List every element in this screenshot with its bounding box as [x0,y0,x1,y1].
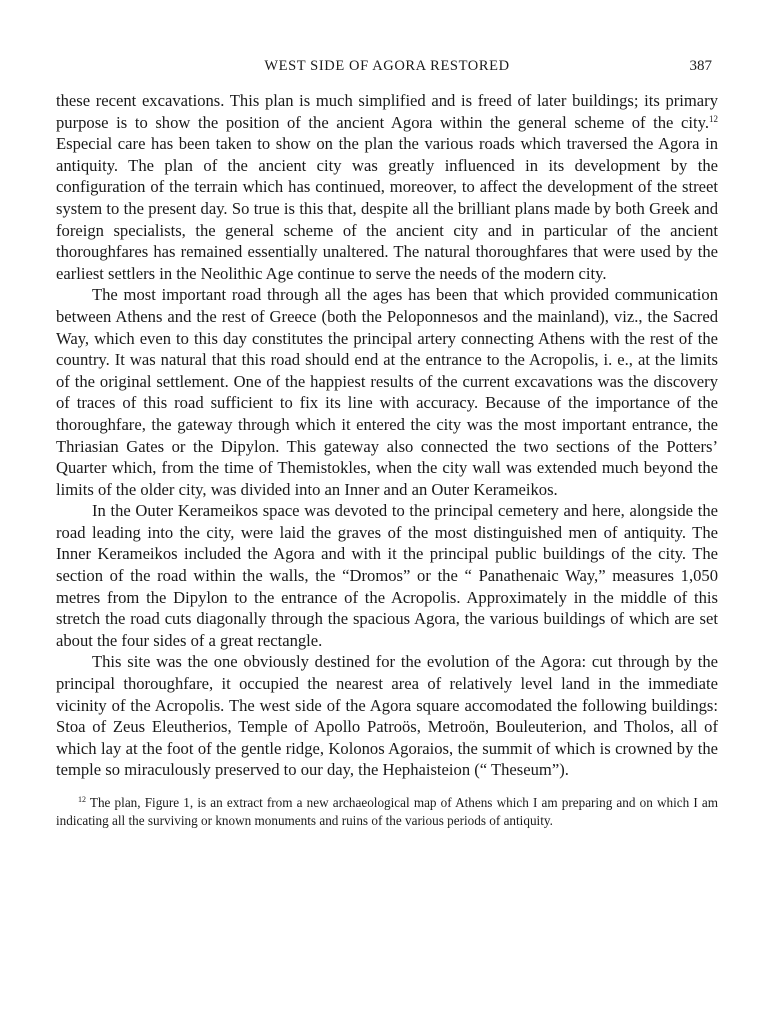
body-text [56,90,718,781]
paragraph-1 [56,90,718,284]
running-head [56,54,718,78]
footnote-text: The plan, Figure 1, is an extract from a new archaeological map of Athens which I am preparing and on which I am indicating all the surviving or known monuments and ruins of the various periods of antiquity. [56,795,718,828]
paragraph-3: In the Outer Kerameikos space was devoted to the principal cemetery and here, alongside the road leading into the city, were laid the graves of the most distinguished men of antiquity. The Inner Kerameikos included the Agora and with it the principal public buildings of the city. The section of the road within the walls, the “Dromos” or the “ Panathenaic Way,” measures 1,050 metres from the Dipylon to the entrance of the Acropolis. Approximately in the middle of this stretch the road cuts diagonally through the spacious Agora, the various buildings of which are set about the four sides of a great rectangle. [56,501,718,650]
paragraph-1-part-b: Especial care has been taken to show on the plan the various roads which traversed the Agora in antiquity. The plan of the ancient city was greatly influenced in its development by the configuration of the terrain which has continued, moreover, to affect the development of the street system to the present day. So true is this that, despite all the brilliant plans made by both Greek and foreign specialists, the general scheme of the ancient city and in particular of the ancient thoroughfares has remained essentially unaltered. The natural thoroughfares that were used by the earliest settlers in the Neolithic Age continue to serve the needs of the modern city. [56,134,718,283]
running-title: WEST SIDE OF AGORA RESTORED [264,58,510,74]
page-number: 387 [689,58,712,74]
page [56,54,718,829]
paragraph-1-part-a: these recent excavations. This plan is much simplified and is freed of later buildings; its primary purpose is to show the position of the ancient Agora within the general scheme of the city. [56,91,718,132]
footnote-marker: 12 [78,795,86,804]
footnote [56,794,718,829]
paragraph-2: The most important road through all the ages has been that which provided communication between Athens and the rest of Greece (both the Peloponnesos and the mainland), viz., the Sacred Way, which even to this day constitutes the principal artery connecting Athens with the rest of the country. It was natural that this road should end at the entrance to the Acropolis, i. e., at the limits of the original settlement. One of the happiest results of the current excavations was the discovery of traces of this road sufficient to fix its line with accuracy. Because of the importance of the thoroughfare, the gateway through which it entered the city was the most important entrance, the Thriasian Gates or the Dipylon. This gateway also connected the two sections of the Potters’ Quarter which, from the time of Themistokles, when the city wall was extended much beyond the limits of the older city, was divided into an Inner and an Outer Kerameikos. [56,285,718,499]
paragraph-4: This site was the one obviously destined for the evolution of the Agora: cut through by the principal thoroughfare, it occupied the nearest area of relatively level land in the immediate vicinity of the Acropolis. The west side of the Agora square accomodated the following buildings: Stoa of Zeus Eleutherios, Temple of Apollo Patroös, Metroön, Bouleuterion, and Tholos, all of which lay at the foot of the gentle ridge, Kolonos Agoraios, the summit of which is crowned by the temple so miraculously preserved to our day, the Hephaisteion (“ Theseum”). [56,652,718,780]
footnote-reference: 12 [709,113,718,124]
